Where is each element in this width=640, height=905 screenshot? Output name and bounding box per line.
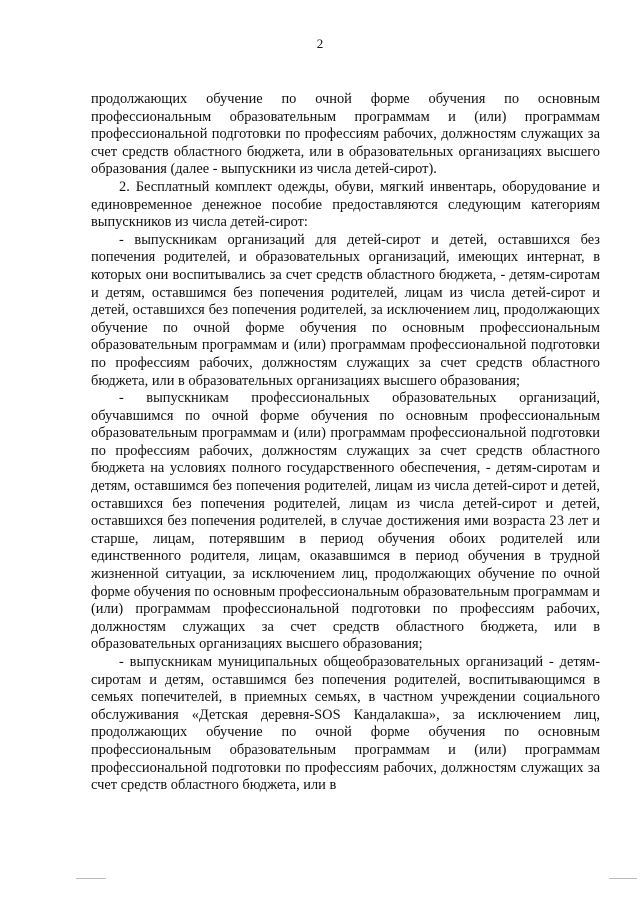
scan-edge-mark-left <box>76 878 106 879</box>
paragraph-item-2: 2. Бесплатный комплект одежды, обуви, мягкий инвентарь, оборудование и единовременное денежное пособие предоставляются следующим категориям выпускников из числа детей-сирот: <box>91 178 600 231</box>
paragraph-municipal-school-graduates: - выпускникам муниципальных общеобразовательных организаций - детям-сиротам и детям, оставшимся без попечения родителей, воспитывающимся в семьях попечителей, в приемных семьях, в частном учреждении социального обслуживания «Детская деревня-SOS Кандалакша», за исключением лиц, продолжающих обучение по очной форме обучения по основным профессиональным образовательным программам и (или) программам профессиональной подготовки по профессиям рабочих, должностям служащих за счет средств областного бюджета, или в <box>91 654 600 794</box>
paragraph-continuation: продолжающих обучение по очной форме обучения по основным профессиональным образовательным программам и (или) программам профессиональной подготовки по профессиям рабочих, должностям служащих за счет средств областного бюджета, или в образовательных организациях высшего образования (далее - выпускники из числа детей-сирот). <box>91 91 600 178</box>
document-body <box>91 91 600 795</box>
paragraph-vocational-graduates: - выпускникам профессиональных образовательных организаций, обучавшимся по очной форме обучения по основным профессиональным образовательным программам и (или) программам профессиональной подготовки по профессиям рабочих, должностям служащих за счет средств областного бюджета на условиях полного государственного обеспечения, - детям-сиротам и детям, оставшимся без попечения родителей, лицам из числа детей-сирот и детей, оставшихся без попечения родителей, лицам из числа детей-сирот и детей, оставшихся без попечения родителей, в случае достижения ими возраста 23 лет и старше, лицам, потерявшим в период обучения обоих родителей или единственного родителя, лицам, оказавшимся в период обучения в трудной жизненной ситуации, за исключением лиц, продолжающих обучение по очной форме обучения по основным профессиональным образовательным программам и (или) программам профессиональной подготовки по профессиям рабочих, должностям служащих за счет средств областного бюджета, или в образовательных организациях высшего образования; <box>91 390 600 653</box>
page-number: 2 <box>316 36 324 51</box>
scan-edge-mark-right <box>609 878 637 879</box>
paragraph-orphanage-graduates: - выпускникам организаций для детей-сирот и детей, оставшихся без попечения родителей, и образовательных организаций, имеющих интернат, в которых они воспитывались за счет средств областного бюджета, - детям-сиротам и детям, оставшимся без попечения родителей, лицам из числа детей-сирот и детей, оставшихся без попечения родителей, за исключением лиц, продолжающих обучение по очной форме обучения по основным профессиональным образовательным программам и (или) программам профессиональной подготовки по профессиям рабочих, должностям служащих за счет средств областного бюджета, или в образовательных организациях высшего образования; <box>91 231 600 389</box>
